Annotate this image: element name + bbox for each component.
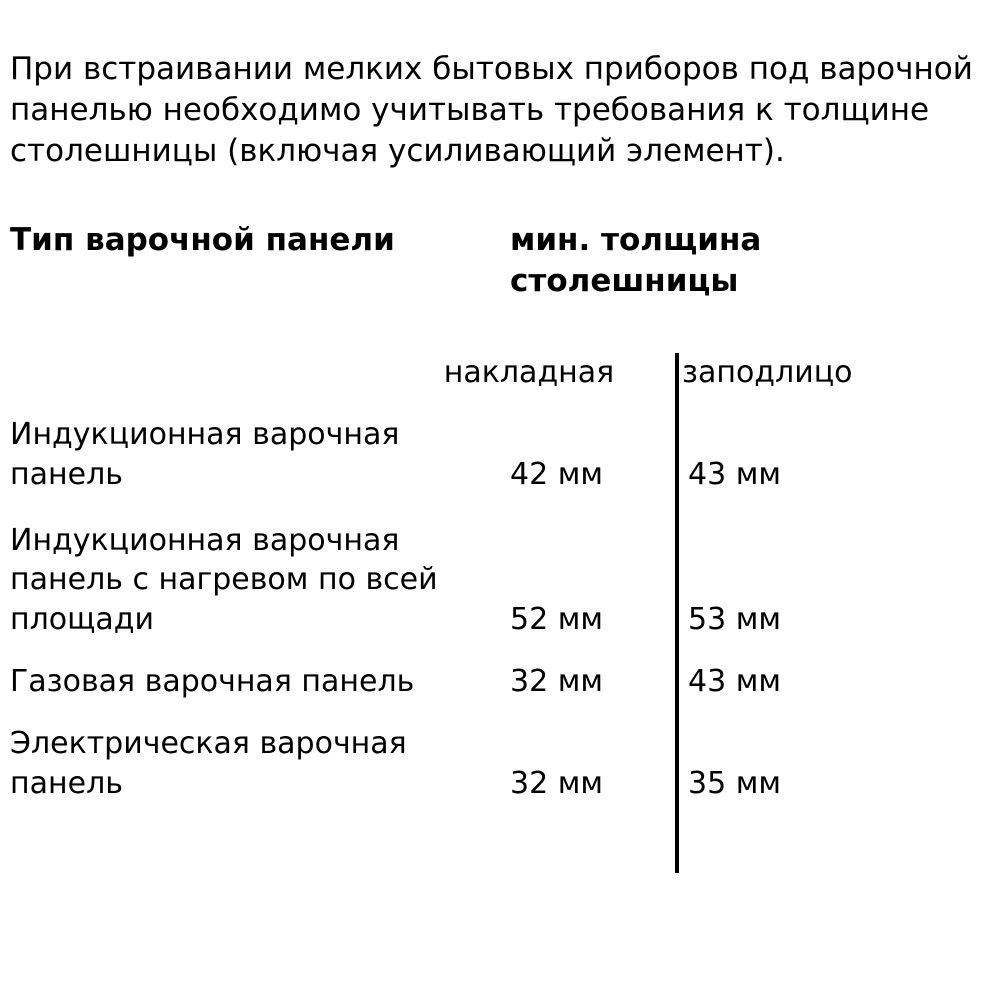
row-label: Индукционная варочная панель с нагревом по всей площади [10, 522, 438, 638]
subheader-flush-mounted: заподлицо [682, 354, 853, 390]
table-body [10, 415, 990, 804]
table-subheader-row [10, 343, 990, 391]
table-row [10, 415, 990, 495]
subheader-surface-mounted: накладная [443, 354, 615, 390]
row-value-surface-mounted: 52 мм [510, 602, 603, 638]
row-value-surface-mounted: 42 мм [510, 456, 603, 492]
row-value-flush-mounted: 35 мм [688, 766, 781, 802]
table-row [10, 521, 990, 641]
row-label: Газовая варочная панель [10, 664, 415, 700]
row-value-surface-mounted: 32 мм [510, 664, 603, 700]
row-label: Индукционная варочная панель [10, 416, 400, 492]
table-row [10, 724, 990, 804]
column-header-min-thickness: мин. толщина столешницы [510, 221, 762, 300]
column-header-hob-type: Тип варочной панели [10, 221, 395, 258]
row-value-flush-mounted: 53 мм [688, 602, 781, 638]
row-value-flush-mounted: 43 мм [688, 664, 781, 700]
table-header-row [10, 220, 990, 303]
intro-paragraph: При встраивании мелких бытовых приборов под варочной панелью необходимо учитывать требования к толщине столешницы (включая усиливающий элемент). [10, 51, 973, 169]
row-value-surface-mounted: 32 мм [510, 766, 603, 802]
column-divider [675, 353, 679, 873]
table-row [10, 662, 990, 702]
row-label: Электрическая варочная панель [10, 726, 407, 802]
row-value-flush-mounted: 43 мм [688, 456, 781, 492]
